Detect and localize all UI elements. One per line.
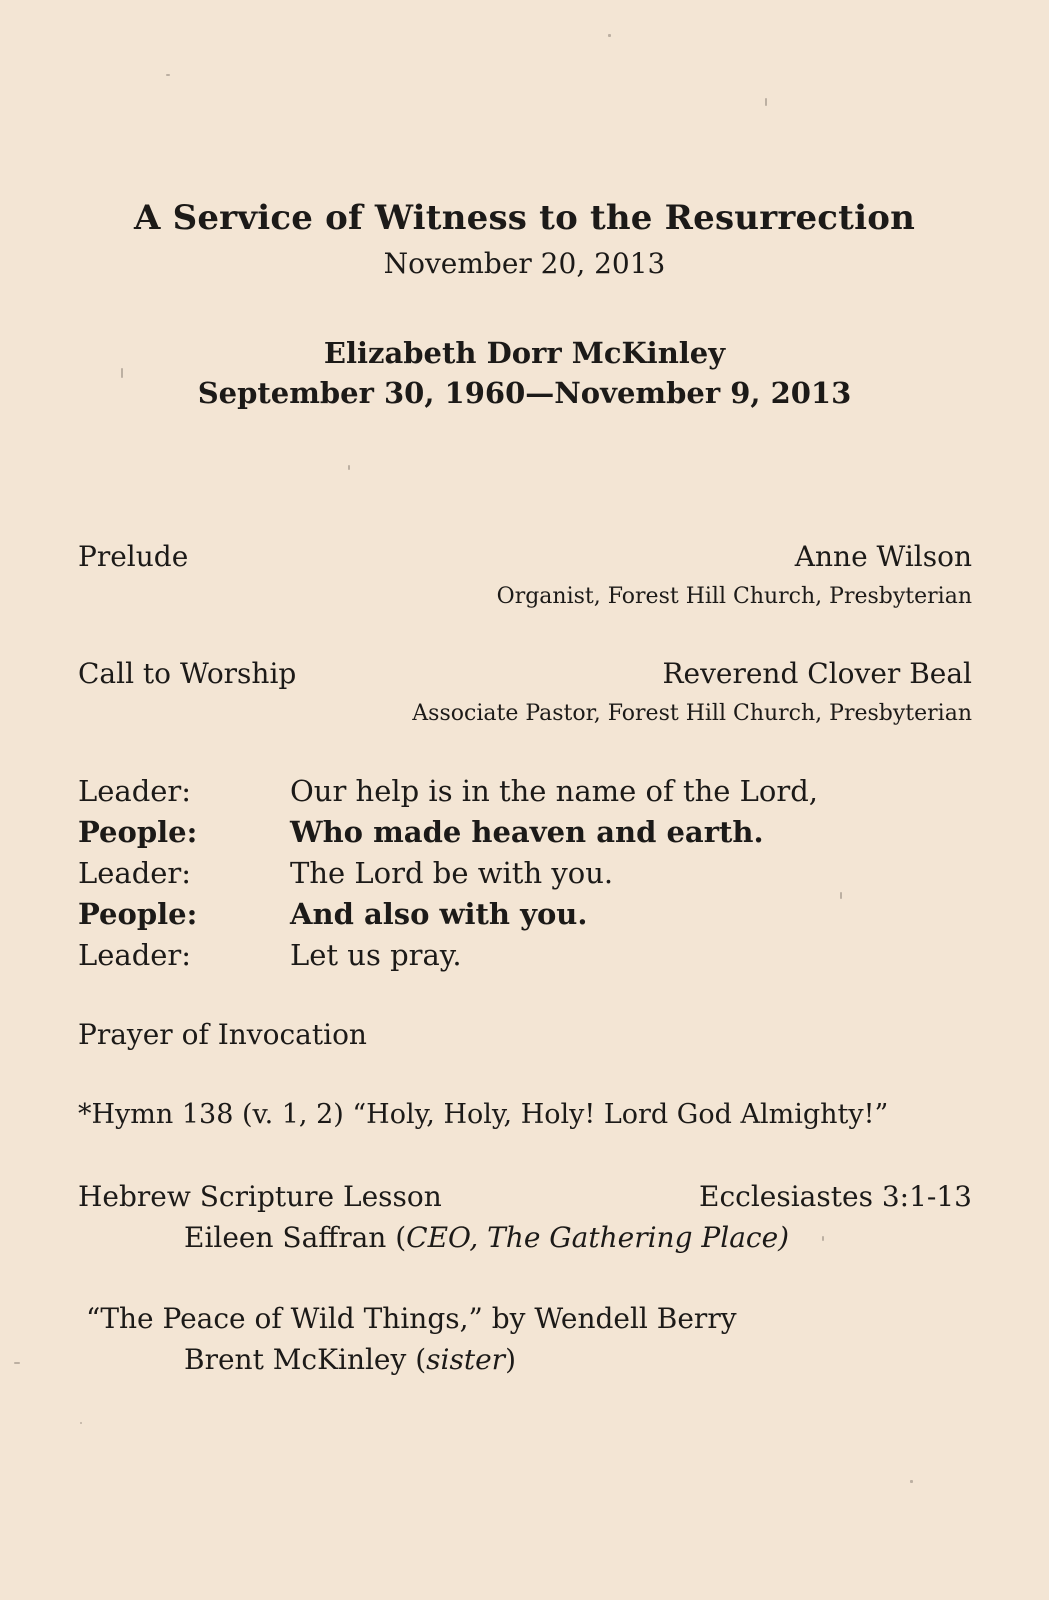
paper-speck [80,1422,82,1424]
litany-role: People: [78,815,198,849]
call-to-worship-role: Associate Pastor, Forest Hill Church, Presbyterian [412,701,972,726]
prayer-of-invocation: Prayer of Invocation [78,1018,367,1051]
poem-reader-role: sister [426,1343,506,1376]
paper-speck [840,892,842,899]
poem-reader-name: Brent McKinley ( [184,1343,427,1376]
litany-role: Leader: [78,938,192,972]
service-title: A Service of Witness to the Resurrection [133,198,916,238]
deceased-name: Elizabeth Dorr McKinley [323,336,726,370]
paper-speck [910,1480,913,1483]
prelude-person: Anne Wilson [794,540,972,573]
call-to-worship-row [78,657,972,697]
poem-reader [184,1343,516,1376]
prelude-role: Organist, Forest Hill Church, Presbyterian [496,584,972,609]
litany-line: Let us pray. [290,938,462,972]
scripture-row [78,1180,972,1220]
poem-reader-close: ) [505,1343,516,1376]
scripture-reader [184,1221,789,1254]
scripture-reader-name: Eileen Saffran ( [184,1221,407,1254]
paper-speck [608,34,611,37]
prelude-label: Prelude [78,540,189,573]
poem-title: “The Peace of Wild Things,” by Wendell Berry [86,1302,737,1335]
litany-line: Who made heaven and earth. [290,815,764,849]
paper-speck [14,1362,20,1364]
paper-speck [166,74,170,76]
hymn-line: *Hymn 138 (v. 1, 2) “Holy, Holy, Holy! Lord God Almighty!” [78,1099,889,1130]
prelude-row [78,540,972,580]
litany-line: And also with you. [290,897,588,931]
call-to-worship-person: Reverend Clover Beal [662,657,972,690]
scripture-reference: Ecclesiastes 3:1-13 [699,1180,972,1213]
scripture-label: Hebrew Scripture Lesson [78,1180,442,1213]
scripture-reader-role: CEO, The Gathering Place) [406,1221,790,1254]
litany-line: Our help is in the name of the Lord, [290,774,819,808]
call-to-worship-label: Call to Worship [78,657,297,690]
paper-speck [822,1236,824,1241]
litany-role: People: [78,897,198,931]
litany-line: The Lord be with you. [290,856,614,890]
paper-speck [348,465,350,470]
litany-role: Leader: [78,774,192,808]
litany-role: Leader: [78,856,192,890]
paper-speck [765,98,767,106]
life-dates: September 30, 1960—November 9, 2013 [197,376,852,410]
service-date: November 20, 2013 [383,247,666,280]
